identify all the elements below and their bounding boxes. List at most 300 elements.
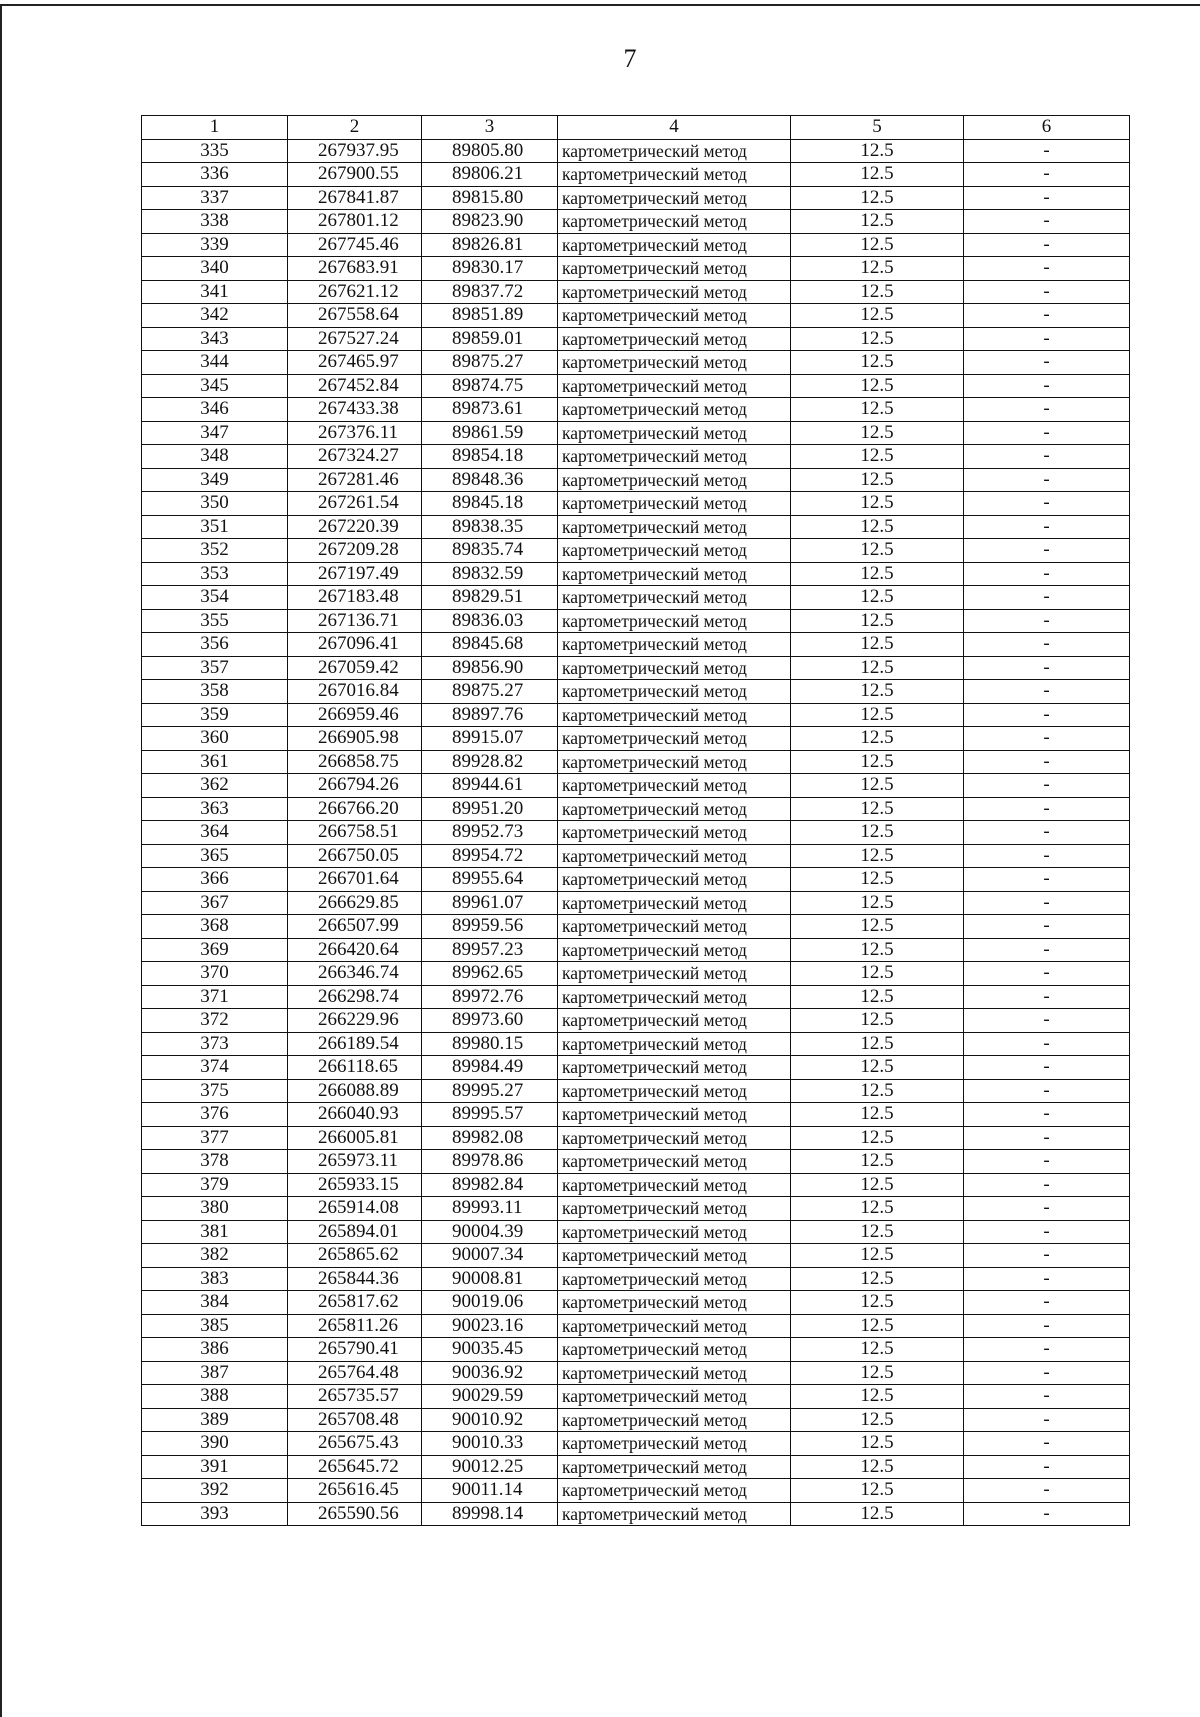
table-row: [142, 186, 1130, 210]
accuracy-cell: 12.5: [791, 445, 964, 469]
table-row: [142, 351, 1130, 375]
table-row: [142, 398, 1130, 422]
accuracy-cell: 12.5: [791, 327, 964, 351]
description-cell: -: [964, 609, 1130, 633]
accuracy-cell: 12.5: [791, 1432, 964, 1456]
description-cell: -: [964, 1220, 1130, 1244]
table-row: [142, 1291, 1130, 1315]
y-coordinate-cell: 90023.16: [422, 1314, 558, 1338]
x-coordinate-cell: 266701.64: [288, 868, 422, 892]
x-coordinate-cell: 266959.46: [288, 703, 422, 727]
point-number-cell: 357: [142, 656, 288, 680]
method-cell: картометрический метод: [558, 962, 791, 986]
point-number-cell: 356: [142, 633, 288, 657]
point-number-cell: 352: [142, 539, 288, 563]
x-coordinate-cell: 266088.89: [288, 1079, 422, 1103]
description-cell: -: [964, 1361, 1130, 1385]
description-cell: -: [964, 891, 1130, 915]
y-coordinate-cell: 89928.82: [422, 750, 558, 774]
description-cell: -: [964, 280, 1130, 304]
method-cell: картометрический метод: [558, 1408, 791, 1432]
accuracy-cell: 12.5: [791, 1385, 964, 1409]
description-cell: -: [964, 539, 1130, 563]
description-cell: -: [964, 1032, 1130, 1056]
accuracy-cell: 12.5: [791, 374, 964, 398]
method-cell: картометрический метод: [558, 1267, 791, 1291]
table-row: [142, 821, 1130, 845]
table-row: [142, 1009, 1130, 1033]
y-coordinate-cell: 89955.64: [422, 868, 558, 892]
y-coordinate-cell: 89875.27: [422, 680, 558, 704]
method-cell: картометрический метод: [558, 586, 791, 610]
method-cell: картометрический метод: [558, 915, 791, 939]
table-row: [142, 609, 1130, 633]
y-coordinate-cell: 90004.39: [422, 1220, 558, 1244]
x-coordinate-cell: 266905.98: [288, 727, 422, 751]
table-row: [142, 656, 1130, 680]
header-col-1: 1: [142, 116, 288, 140]
x-coordinate-cell: 266750.05: [288, 844, 422, 868]
accuracy-cell: 12.5: [791, 398, 964, 422]
point-number-cell: 380: [142, 1197, 288, 1221]
accuracy-cell: 12.5: [791, 304, 964, 328]
table-row: [142, 492, 1130, 516]
header-col-4: 4: [558, 116, 791, 140]
x-coordinate-cell: 265735.57: [288, 1385, 422, 1409]
point-number-cell: 385: [142, 1314, 288, 1338]
x-coordinate-cell: 265764.48: [288, 1361, 422, 1385]
y-coordinate-cell: 89874.75: [422, 374, 558, 398]
point-number-cell: 341: [142, 280, 288, 304]
method-cell: картометрический метод: [558, 1385, 791, 1409]
table-row: [142, 1197, 1130, 1221]
description-cell: -: [964, 562, 1130, 586]
y-coordinate-cell: 89959.56: [422, 915, 558, 939]
description-cell: -: [964, 327, 1130, 351]
y-coordinate-cell: 89998.14: [422, 1502, 558, 1526]
description-cell: -: [964, 1502, 1130, 1526]
point-number-cell: 355: [142, 609, 288, 633]
y-coordinate-cell: 89995.57: [422, 1103, 558, 1127]
y-coordinate-cell: 89838.35: [422, 515, 558, 539]
description-cell: -: [964, 421, 1130, 445]
accuracy-cell: 12.5: [791, 797, 964, 821]
accuracy-cell: 12.5: [791, 1197, 964, 1221]
x-coordinate-cell: 267324.27: [288, 445, 422, 469]
y-coordinate-cell: 89845.18: [422, 492, 558, 516]
y-coordinate-cell: 89848.36: [422, 468, 558, 492]
x-coordinate-cell: 267452.84: [288, 374, 422, 398]
accuracy-cell: 12.5: [791, 233, 964, 257]
point-number-cell: 353: [142, 562, 288, 586]
x-coordinate-cell: 267937.95: [288, 139, 422, 163]
point-number-cell: 362: [142, 774, 288, 798]
table-row: [142, 280, 1130, 304]
table-row: [142, 139, 1130, 163]
method-cell: картометрический метод: [558, 1432, 791, 1456]
accuracy-cell: 12.5: [791, 1220, 964, 1244]
y-coordinate-cell: 90029.59: [422, 1385, 558, 1409]
point-number-cell: 335: [142, 139, 288, 163]
method-cell: картометрический метод: [558, 492, 791, 516]
x-coordinate-cell: 267745.46: [288, 233, 422, 257]
x-coordinate-cell: 267136.71: [288, 609, 422, 633]
accuracy-cell: 12.5: [791, 163, 964, 187]
y-coordinate-cell: 89961.07: [422, 891, 558, 915]
point-number-cell: 393: [142, 1502, 288, 1526]
point-number-cell: 344: [142, 351, 288, 375]
table-row: [142, 210, 1130, 234]
y-coordinate-cell: 89854.18: [422, 445, 558, 469]
method-cell: картометрический метод: [558, 1338, 791, 1362]
x-coordinate-cell: 265933.15: [288, 1173, 422, 1197]
description-cell: -: [964, 680, 1130, 704]
description-cell: -: [964, 821, 1130, 845]
point-number-cell: 389: [142, 1408, 288, 1432]
table-row: [142, 985, 1130, 1009]
point-number-cell: 378: [142, 1150, 288, 1174]
x-coordinate-cell: 266420.64: [288, 938, 422, 962]
y-coordinate-cell: 89972.76: [422, 985, 558, 1009]
coordinates-table: [141, 115, 1130, 1526]
y-coordinate-cell: 89995.27: [422, 1079, 558, 1103]
method-cell: картометрический метод: [558, 656, 791, 680]
point-number-cell: 347: [142, 421, 288, 445]
accuracy-cell: 12.5: [791, 468, 964, 492]
description-cell: -: [964, 492, 1130, 516]
point-number-cell: 351: [142, 515, 288, 539]
accuracy-cell: 12.5: [791, 1314, 964, 1338]
header-col-3: 3: [422, 116, 558, 140]
y-coordinate-cell: 89835.74: [422, 539, 558, 563]
point-number-cell: 383: [142, 1267, 288, 1291]
description-cell: -: [964, 915, 1130, 939]
x-coordinate-cell: 265894.01: [288, 1220, 422, 1244]
description-cell: -: [964, 1079, 1130, 1103]
x-coordinate-cell: 266040.93: [288, 1103, 422, 1127]
method-cell: картометрический метод: [558, 327, 791, 351]
x-coordinate-cell: 265645.72: [288, 1455, 422, 1479]
description-cell: -: [964, 468, 1130, 492]
table-row: [142, 1502, 1130, 1526]
table-row: [142, 1267, 1130, 1291]
accuracy-cell: 12.5: [791, 680, 964, 704]
y-coordinate-cell: 89915.07: [422, 727, 558, 751]
y-coordinate-cell: 90008.81: [422, 1267, 558, 1291]
table-row: [142, 421, 1130, 445]
method-cell: картометрический метод: [558, 1361, 791, 1385]
description-cell: -: [964, 656, 1130, 680]
point-number-cell: 358: [142, 680, 288, 704]
method-cell: картометрический метод: [558, 163, 791, 187]
y-coordinate-cell: 90010.92: [422, 1408, 558, 1432]
table-row: [142, 1103, 1130, 1127]
method-cell: картометрический метод: [558, 1291, 791, 1315]
point-number-cell: 349: [142, 468, 288, 492]
point-number-cell: 373: [142, 1032, 288, 1056]
point-number-cell: 369: [142, 938, 288, 962]
description-cell: -: [964, 727, 1130, 751]
description-cell: -: [964, 1150, 1130, 1174]
method-cell: картометрический метод: [558, 1244, 791, 1268]
y-coordinate-cell: 89984.49: [422, 1056, 558, 1080]
description-cell: -: [964, 1197, 1130, 1221]
method-cell: картометрический метод: [558, 445, 791, 469]
y-coordinate-cell: 89982.84: [422, 1173, 558, 1197]
y-coordinate-cell: 89993.11: [422, 1197, 558, 1221]
accuracy-cell: 12.5: [791, 539, 964, 563]
x-coordinate-cell: 267183.48: [288, 586, 422, 610]
table-row: [142, 680, 1130, 704]
method-cell: картометрический метод: [558, 562, 791, 586]
method-cell: картометрический метод: [558, 1220, 791, 1244]
left-border-line: [0, 4, 2, 1717]
y-coordinate-cell: 89897.76: [422, 703, 558, 727]
description-cell: -: [964, 257, 1130, 281]
accuracy-cell: 12.5: [791, 492, 964, 516]
description-cell: -: [964, 1408, 1130, 1432]
x-coordinate-cell: 265973.11: [288, 1150, 422, 1174]
point-number-cell: 363: [142, 797, 288, 821]
header-col-2: 2: [288, 116, 422, 140]
y-coordinate-cell: 89861.59: [422, 421, 558, 445]
point-number-cell: 382: [142, 1244, 288, 1268]
accuracy-cell: 12.5: [791, 633, 964, 657]
header-col-6: 6: [964, 116, 1130, 140]
method-cell: картометрический метод: [558, 515, 791, 539]
y-coordinate-cell: 89978.86: [422, 1150, 558, 1174]
table-row: [142, 163, 1130, 187]
accuracy-cell: 12.5: [791, 727, 964, 751]
method-cell: картометрический метод: [558, 797, 791, 821]
point-number-cell: 340: [142, 257, 288, 281]
table-row: [142, 539, 1130, 563]
description-cell: -: [964, 1314, 1130, 1338]
x-coordinate-cell: 267096.41: [288, 633, 422, 657]
method-cell: картометрический метод: [558, 821, 791, 845]
x-coordinate-cell: 267621.12: [288, 280, 422, 304]
accuracy-cell: 12.5: [791, 868, 964, 892]
accuracy-cell: 12.5: [791, 1455, 964, 1479]
table-row: [142, 1150, 1130, 1174]
point-number-cell: 336: [142, 163, 288, 187]
method-cell: картометрический метод: [558, 1009, 791, 1033]
y-coordinate-cell: 89851.89: [422, 304, 558, 328]
point-number-cell: 359: [142, 703, 288, 727]
accuracy-cell: 12.5: [791, 1056, 964, 1080]
description-cell: -: [964, 186, 1130, 210]
y-coordinate-cell: 89951.20: [422, 797, 558, 821]
method-cell: картометрический метод: [558, 280, 791, 304]
y-coordinate-cell: 89962.65: [422, 962, 558, 986]
point-number-cell: 348: [142, 445, 288, 469]
table-header-row: [142, 116, 1130, 140]
method-cell: картометрический метод: [558, 1455, 791, 1479]
description-cell: -: [964, 1126, 1130, 1150]
table-row: [142, 1432, 1130, 1456]
point-number-cell: 366: [142, 868, 288, 892]
accuracy-cell: 12.5: [791, 1150, 964, 1174]
accuracy-cell: 12.5: [791, 609, 964, 633]
y-coordinate-cell: 89952.73: [422, 821, 558, 845]
table-row: [142, 515, 1130, 539]
accuracy-cell: 12.5: [791, 703, 964, 727]
table-row: [142, 703, 1130, 727]
y-coordinate-cell: 90011.14: [422, 1479, 558, 1503]
description-cell: -: [964, 985, 1130, 1009]
method-cell: картометрический метод: [558, 1056, 791, 1080]
x-coordinate-cell: 266118.65: [288, 1056, 422, 1080]
x-coordinate-cell: 266766.20: [288, 797, 422, 821]
accuracy-cell: 12.5: [791, 515, 964, 539]
page-number: 7: [623, 44, 637, 73]
point-number-cell: 364: [142, 821, 288, 845]
point-number-cell: 390: [142, 1432, 288, 1456]
accuracy-cell: 12.5: [791, 1032, 964, 1056]
description-cell: -: [964, 750, 1130, 774]
y-coordinate-cell: 89826.81: [422, 233, 558, 257]
y-coordinate-cell: 90036.92: [422, 1361, 558, 1385]
point-number-cell: 337: [142, 186, 288, 210]
table-row: [142, 1385, 1130, 1409]
accuracy-cell: 12.5: [791, 1173, 964, 1197]
y-coordinate-cell: 89944.61: [422, 774, 558, 798]
y-coordinate-cell: 89954.72: [422, 844, 558, 868]
x-coordinate-cell: 267059.42: [288, 656, 422, 680]
x-coordinate-cell: 266229.96: [288, 1009, 422, 1033]
method-cell: картометрический метод: [558, 609, 791, 633]
table-row: [142, 327, 1130, 351]
x-coordinate-cell: 266629.85: [288, 891, 422, 915]
point-number-cell: 339: [142, 233, 288, 257]
point-number-cell: 354: [142, 586, 288, 610]
description-cell: -: [964, 374, 1130, 398]
table-row: [142, 797, 1130, 821]
table-row: [142, 1173, 1130, 1197]
x-coordinate-cell: 267209.28: [288, 539, 422, 563]
y-coordinate-cell: 89957.23: [422, 938, 558, 962]
method-cell: картометрический метод: [558, 421, 791, 445]
y-coordinate-cell: 90019.06: [422, 1291, 558, 1315]
x-coordinate-cell: 267016.84: [288, 680, 422, 704]
x-coordinate-cell: 265616.45: [288, 1479, 422, 1503]
x-coordinate-cell: 266507.99: [288, 915, 422, 939]
method-cell: картометрический метод: [558, 351, 791, 375]
table-row: [142, 1408, 1130, 1432]
accuracy-cell: 12.5: [791, 351, 964, 375]
point-number-cell: 388: [142, 1385, 288, 1409]
table-row: [142, 586, 1130, 610]
point-number-cell: 346: [142, 398, 288, 422]
accuracy-cell: 12.5: [791, 586, 964, 610]
x-coordinate-cell: 267220.39: [288, 515, 422, 539]
accuracy-cell: 12.5: [791, 1103, 964, 1127]
x-coordinate-cell: 265844.36: [288, 1267, 422, 1291]
description-cell: -: [964, 210, 1130, 234]
method-cell: картометрический метод: [558, 1079, 791, 1103]
description-cell: -: [964, 797, 1130, 821]
accuracy-cell: 12.5: [791, 280, 964, 304]
accuracy-cell: 12.5: [791, 1079, 964, 1103]
x-coordinate-cell: 267433.38: [288, 398, 422, 422]
point-number-cell: 371: [142, 985, 288, 1009]
table-row: [142, 1220, 1130, 1244]
y-coordinate-cell: 89837.72: [422, 280, 558, 304]
description-cell: -: [964, 774, 1130, 798]
method-cell: картометрический метод: [558, 727, 791, 751]
method-cell: картометрический метод: [558, 1150, 791, 1174]
description-cell: -: [964, 233, 1130, 257]
accuracy-cell: 12.5: [791, 210, 964, 234]
accuracy-cell: 12.5: [791, 891, 964, 915]
point-number-cell: 370: [142, 962, 288, 986]
y-coordinate-cell: 89845.68: [422, 633, 558, 657]
method-cell: картометрический метод: [558, 139, 791, 163]
x-coordinate-cell: 266858.75: [288, 750, 422, 774]
table-body: [142, 139, 1130, 1526]
method-cell: картометрический метод: [558, 1314, 791, 1338]
method-cell: картометрический метод: [558, 1479, 791, 1503]
description-cell: -: [964, 1455, 1130, 1479]
accuracy-cell: 12.5: [791, 1291, 964, 1315]
y-coordinate-cell: 89815.80: [422, 186, 558, 210]
x-coordinate-cell: 266005.81: [288, 1126, 422, 1150]
table-row: [142, 1244, 1130, 1268]
y-coordinate-cell: 89982.08: [422, 1126, 558, 1150]
point-number-cell: 372: [142, 1009, 288, 1033]
point-number-cell: 381: [142, 1220, 288, 1244]
description-cell: -: [964, 1056, 1130, 1080]
x-coordinate-cell: 265790.41: [288, 1338, 422, 1362]
point-number-cell: 387: [142, 1361, 288, 1385]
method-cell: картометрический метод: [558, 1173, 791, 1197]
y-coordinate-cell: 89873.61: [422, 398, 558, 422]
method-cell: картометрический метод: [558, 186, 791, 210]
point-number-cell: 375: [142, 1079, 288, 1103]
x-coordinate-cell: 267376.11: [288, 421, 422, 445]
point-number-cell: 350: [142, 492, 288, 516]
accuracy-cell: 12.5: [791, 938, 964, 962]
point-number-cell: 374: [142, 1056, 288, 1080]
method-cell: картометрический метод: [558, 891, 791, 915]
method-cell: картометрический метод: [558, 750, 791, 774]
accuracy-cell: 12.5: [791, 1244, 964, 1268]
y-coordinate-cell: 89806.21: [422, 163, 558, 187]
description-cell: -: [964, 351, 1130, 375]
description-cell: -: [964, 703, 1130, 727]
y-coordinate-cell: 89859.01: [422, 327, 558, 351]
method-cell: картометрический метод: [558, 1502, 791, 1526]
point-number-cell: 343: [142, 327, 288, 351]
y-coordinate-cell: 89823.90: [422, 210, 558, 234]
y-coordinate-cell: 89980.15: [422, 1032, 558, 1056]
accuracy-cell: 12.5: [791, 1009, 964, 1033]
accuracy-cell: 12.5: [791, 139, 964, 163]
table-row: [142, 962, 1130, 986]
table-row: [142, 1361, 1130, 1385]
x-coordinate-cell: 266758.51: [288, 821, 422, 845]
accuracy-cell: 12.5: [791, 821, 964, 845]
y-coordinate-cell: 89830.17: [422, 257, 558, 281]
top-border-line: [0, 4, 1200, 6]
x-coordinate-cell: 265675.43: [288, 1432, 422, 1456]
description-cell: -: [964, 398, 1130, 422]
method-cell: картометрический метод: [558, 1103, 791, 1127]
description-cell: -: [964, 1385, 1130, 1409]
table-row: [142, 868, 1130, 892]
point-number-cell: 379: [142, 1173, 288, 1197]
description-cell: -: [964, 962, 1130, 986]
